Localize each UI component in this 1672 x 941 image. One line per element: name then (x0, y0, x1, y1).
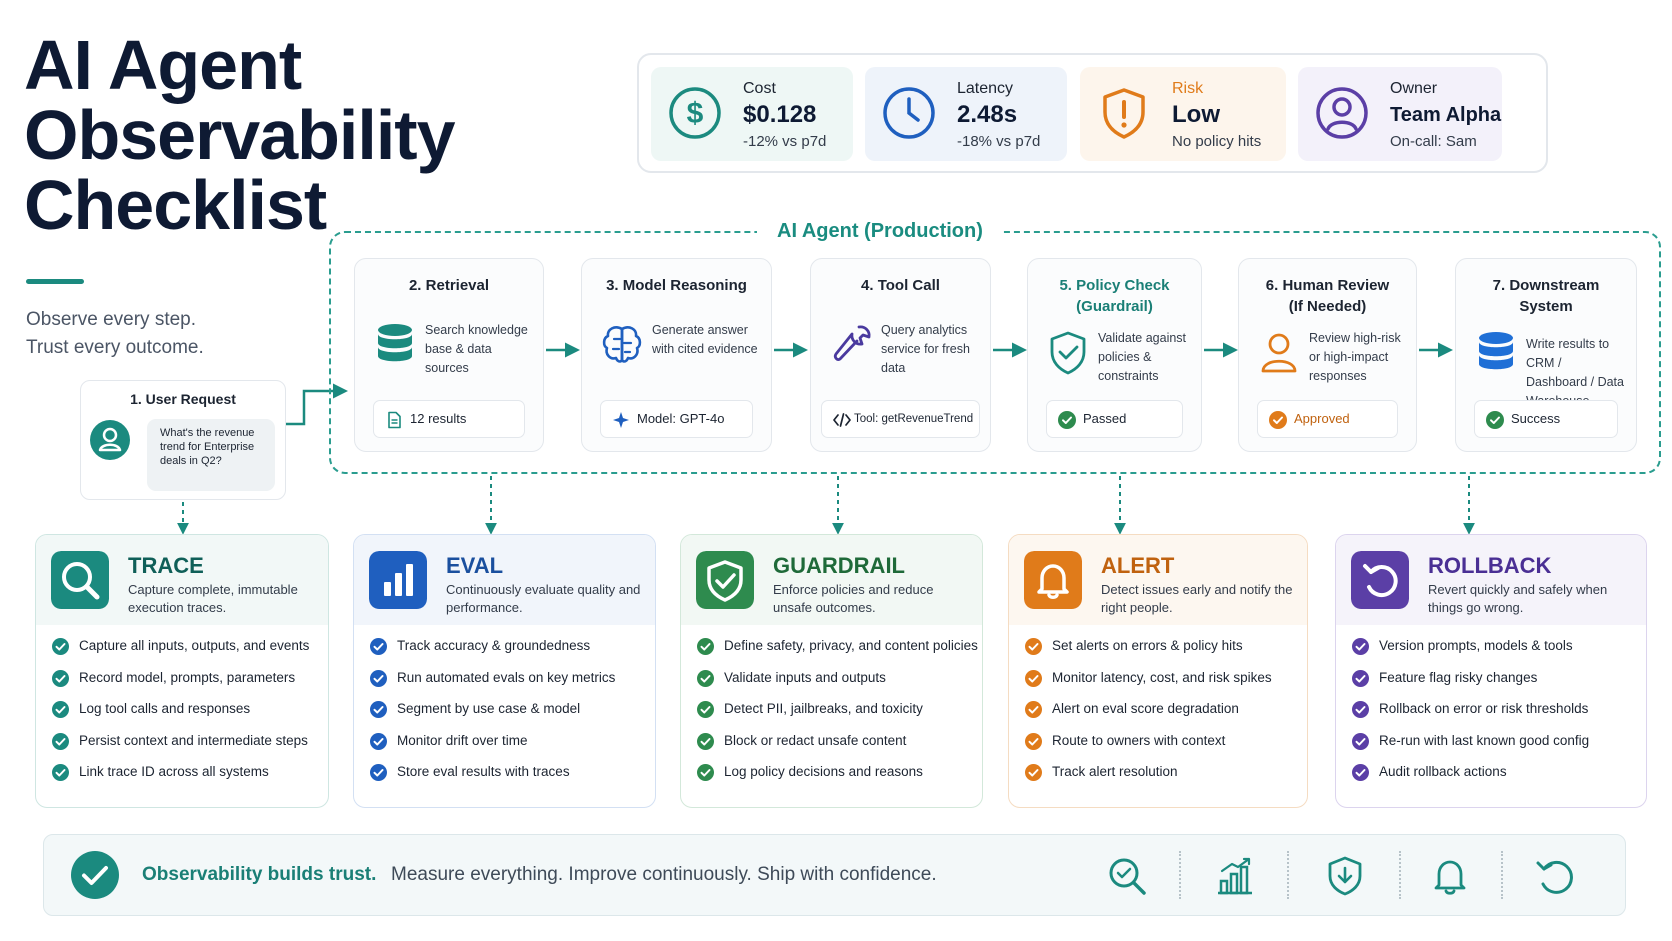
checklist (1352, 637, 1589, 795)
checklist-item[interactable] (697, 763, 978, 795)
checklist-item-label: Monitor latency, cost, and risk spikes (1052, 669, 1272, 685)
title-line-2: Observability (24, 96, 455, 174)
card-alert[interactable] (1008, 534, 1308, 808)
bell-icon (1429, 855, 1471, 897)
tagline-line-2: Trust every outcome. (26, 337, 204, 358)
step-title: 3. Model Reasoning (606, 277, 747, 294)
checklist-item-label: Block or redact unsafe content (724, 732, 907, 748)
footer-separator (1501, 851, 1503, 899)
step-title-line: (If Needed) (1288, 298, 1367, 315)
card-eval[interactable] (353, 534, 656, 808)
step-desc: Search knowledge base & data sources (425, 323, 528, 375)
check-circle-icon (1486, 411, 1504, 429)
checklist (52, 637, 309, 795)
footer-banner (43, 834, 1626, 916)
step-title-line: 7. Downstream (1492, 277, 1600, 294)
step-title-line: 6. Human Review (1265, 277, 1390, 294)
undo-icon (1351, 551, 1409, 609)
checklist-item-label: Route to owners with context (1052, 732, 1226, 748)
checklist-item[interactable] (370, 637, 615, 669)
checklist-item[interactable] (370, 732, 615, 764)
card-title: EVAL (446, 553, 504, 578)
checklist-item[interactable] (697, 637, 978, 669)
checklist-item-label: Audit rollback actions (1379, 764, 1507, 779)
check-circle-icon (370, 638, 387, 655)
checklist-item-label: Log policy decisions and reasons (724, 764, 923, 779)
card-description: Revert quickly and safely when things go wrong. (1428, 582, 1608, 615)
checklist-item[interactable] (370, 669, 615, 701)
step-title (1028, 275, 1201, 317)
kpi-value: 2.48s (957, 101, 1018, 128)
database-icon (1474, 329, 1518, 377)
step-policy-check[interactable] (1027, 258, 1202, 452)
request-title: 1. User Request (130, 391, 236, 407)
check-circle-icon (1025, 764, 1042, 781)
check-circle-icon (1025, 638, 1042, 655)
card-rollback[interactable] (1335, 534, 1647, 808)
kpi-label: Cost (743, 80, 776, 97)
pipeline-label: AI Agent (Production) (757, 218, 1003, 244)
step-chip (1474, 400, 1618, 438)
step-desc: Write results to CRM / Dashboard / Data (1526, 337, 1624, 389)
check-circle-icon (1025, 701, 1042, 718)
checklist-item-label: Re-run with last known good config (1379, 732, 1590, 748)
checklist-item-label: Store eval results with traces (397, 764, 570, 779)
checklist-item[interactable] (1352, 669, 1589, 701)
checklist-item[interactable] (1025, 669, 1272, 701)
checklist-item[interactable] (52, 732, 309, 764)
card-title: ALERT (1101, 553, 1175, 578)
checklist-item[interactable] (52, 669, 309, 701)
kpi-sub: No policy hits (1172, 133, 1262, 150)
card-header (1009, 535, 1307, 625)
kpi-value: Team Alpha (1390, 104, 1502, 126)
step-desc: Generate answer with cited evidence (652, 323, 758, 356)
checklist-item-label: Detect PII, jailbreaks, and toxicity (724, 701, 923, 716)
sparkle-icon (612, 411, 630, 429)
checklist-item-label: Link trace ID across all systems (79, 764, 269, 779)
undo-icon (1534, 855, 1576, 897)
check-circle-icon (697, 638, 714, 655)
checklist-item-label: Persist context and intermediate steps (79, 732, 308, 748)
checklist-item-label: Monitor drift over time (397, 732, 528, 748)
chip-label: Passed (1083, 411, 1127, 426)
checklist-item[interactable] (1352, 637, 1589, 669)
card-header (681, 535, 982, 625)
checklist-item-label: Segment by use case & model (397, 701, 581, 716)
card-title: TRACE (128, 553, 204, 578)
shield-check-icon (696, 551, 754, 609)
step-chip (1257, 400, 1398, 438)
step-chip (1046, 400, 1183, 438)
check-circle-icon (697, 764, 714, 781)
check-circle-icon (52, 670, 69, 687)
chip-label: Tool: getRevenueTrend (854, 413, 974, 425)
step-retrieval[interactable] (354, 258, 544, 452)
step-downstream-system[interactable] (1455, 258, 1637, 452)
step-chip (373, 400, 525, 438)
checklist-item-label: Capture all inputs, outputs, and events (79, 638, 310, 653)
check-circle-icon (1352, 701, 1369, 718)
checklist-item-label: Rollback on error or risk thresholds (1379, 701, 1589, 716)
checklist-item[interactable] (1025, 637, 1272, 669)
kpi-label: Risk (1172, 80, 1204, 97)
checklist-item-label: Track accuracy & groundedness (397, 638, 591, 653)
check-circle-icon (1025, 670, 1042, 687)
person-icon (1257, 329, 1301, 377)
step-title (1456, 275, 1636, 317)
chip-label: Approved (1294, 411, 1350, 426)
check-circle-icon (1352, 733, 1369, 750)
checklist-item[interactable] (1352, 763, 1589, 795)
shield-check-icon (1046, 329, 1090, 377)
card-description: Continuously evaluate quality and performance. (446, 582, 641, 615)
step-title-line: System (1519, 298, 1573, 315)
check-circle-icon (697, 701, 714, 718)
footer-separator (1179, 851, 1181, 899)
check-circle-icon (370, 733, 387, 750)
step-title-line: 5. Policy Check (1059, 277, 1170, 294)
footer-separator (1287, 851, 1289, 899)
footer-message: Measure everything. Improve continuously. Ship with confidence. (391, 864, 937, 885)
checklist-item[interactable] (1352, 732, 1589, 764)
checklist-item[interactable] (697, 732, 978, 764)
step-desc: Query analytics service for fresh data (881, 323, 970, 375)
check-circle-icon (52, 638, 69, 655)
svg-text:$: $ (686, 97, 704, 130)
user-request-box[interactable] (80, 380, 286, 500)
check-circle-icon (1058, 411, 1076, 429)
kpi-label: Owner (1390, 80, 1438, 97)
step-title (1239, 275, 1416, 317)
step-desc: Review high-risk or high-impact responses (1309, 331, 1401, 383)
checklist (697, 637, 978, 795)
title-line-3: Checklist (24, 166, 327, 244)
checklist-item-label: Track alert resolution (1052, 764, 1178, 779)
checklist-item[interactable] (697, 669, 978, 701)
bell-icon (1024, 551, 1082, 609)
step-title-line: (Guardrail) (1076, 298, 1153, 315)
checklist-item[interactable] (52, 700, 309, 732)
check-circle-icon (1352, 764, 1369, 781)
chip-label: Model: GPT-4o (637, 411, 725, 426)
chip-label: 12 results (410, 411, 467, 426)
check-circle-icon (370, 670, 387, 687)
card-header (1336, 535, 1646, 625)
kpi-sub: On-call: Sam (1390, 133, 1477, 150)
check-circle-icon (1269, 411, 1287, 429)
step-chip (600, 400, 753, 438)
step-model-reasoning[interactable] (581, 258, 772, 452)
check-circle-icon (52, 733, 69, 750)
checklist-item[interactable] (1352, 700, 1589, 732)
card-header (354, 535, 655, 625)
user-avatar-icon (89, 419, 131, 461)
check-circle-icon (370, 764, 387, 781)
bar-chart-icon (369, 551, 427, 609)
card-title: ROLLBACK (1428, 553, 1552, 578)
kpi-value: Low (1172, 101, 1220, 128)
checklist-item-label: Log tool calls and responses (79, 701, 251, 716)
brain-icon (600, 321, 644, 369)
checklist (1025, 637, 1272, 795)
checklist-item-label: Run automated evals on key metrics (397, 669, 616, 685)
footer-headline: Observability builds trust. (142, 864, 377, 885)
magnifier-icon (1106, 855, 1148, 897)
check-circle-icon (1352, 670, 1369, 687)
checklist-item-label: Feature flag risky changes (1379, 669, 1538, 685)
checklist-item-label: Version prompts, models & tools (1379, 638, 1573, 653)
database-icon (373, 321, 417, 369)
step-title: 4. Tool Call (861, 277, 940, 294)
check-circle-icon (370, 701, 387, 718)
check-circle-icon (1025, 733, 1042, 750)
kpi-value: $0.128 (743, 101, 817, 128)
checklist-item-label: Alert on eval score degradation (1052, 701, 1239, 716)
kpi-sub: -18% vs p7d (957, 133, 1041, 150)
step-desc: Validate against policies & constraints (1098, 331, 1187, 383)
shield-download-icon (1324, 855, 1366, 897)
kpi-sub: -12% vs p7d (743, 133, 827, 150)
magnifier-icon (51, 551, 109, 609)
check-circle-icon (52, 701, 69, 718)
footer-separator (1399, 851, 1401, 899)
card-description: Capture complete, immutable execution traces. (128, 582, 298, 615)
check-circle-icon (71, 851, 119, 899)
card-description: Detect issues early and notify the right people. (1101, 582, 1293, 615)
kpi-label: Latency (957, 80, 1014, 97)
checklist-item[interactable] (1025, 700, 1272, 732)
checklist-item[interactable] (52, 637, 309, 669)
checklist-item-label: Record model, prompts, parameters (79, 669, 296, 685)
card-header (36, 535, 328, 625)
checklist-item[interactable] (52, 763, 309, 795)
title-line-1: AI Agent (24, 26, 302, 104)
step-chip (821, 400, 980, 438)
card-title: GUARDRAIL (773, 553, 905, 578)
bar-chart-icon (1214, 855, 1256, 897)
checklist-item-label: Set alerts on errors & policy hits (1052, 638, 1243, 653)
chip-label: Success (1511, 411, 1561, 426)
checklist-item[interactable] (697, 700, 978, 732)
checklist-item-label: Validate inputs and outputs (724, 669, 886, 685)
card-trace[interactable] (35, 534, 329, 808)
checklist-item[interactable] (1025, 732, 1272, 764)
checklist-item[interactable] (370, 763, 615, 795)
step-title: 2. Retrieval (408, 277, 490, 294)
check-circle-icon (52, 764, 69, 781)
checklist-item-label: Define safety, privacy, and content policies (724, 638, 978, 653)
card-description: Enforce policies and reduce unsafe outcomes. (773, 582, 934, 615)
code-icon (833, 411, 851, 429)
document-icon (385, 411, 403, 429)
step-tool-call[interactable] (810, 258, 991, 452)
tagline-line-1: Observe every step. (26, 309, 197, 330)
request-message: What's the revenue trend for Enterprise deals in Q2? (147, 419, 275, 491)
step-human-review[interactable] (1238, 258, 1417, 452)
card-guardrail[interactable] (680, 534, 983, 808)
checklist-item[interactable] (1025, 763, 1272, 795)
check-circle-icon (697, 733, 714, 750)
checklist-item[interactable] (370, 700, 615, 732)
check-circle-icon (697, 670, 714, 687)
wrench-icon (829, 321, 873, 369)
checklist (370, 637, 615, 795)
check-circle-icon (1352, 638, 1369, 655)
